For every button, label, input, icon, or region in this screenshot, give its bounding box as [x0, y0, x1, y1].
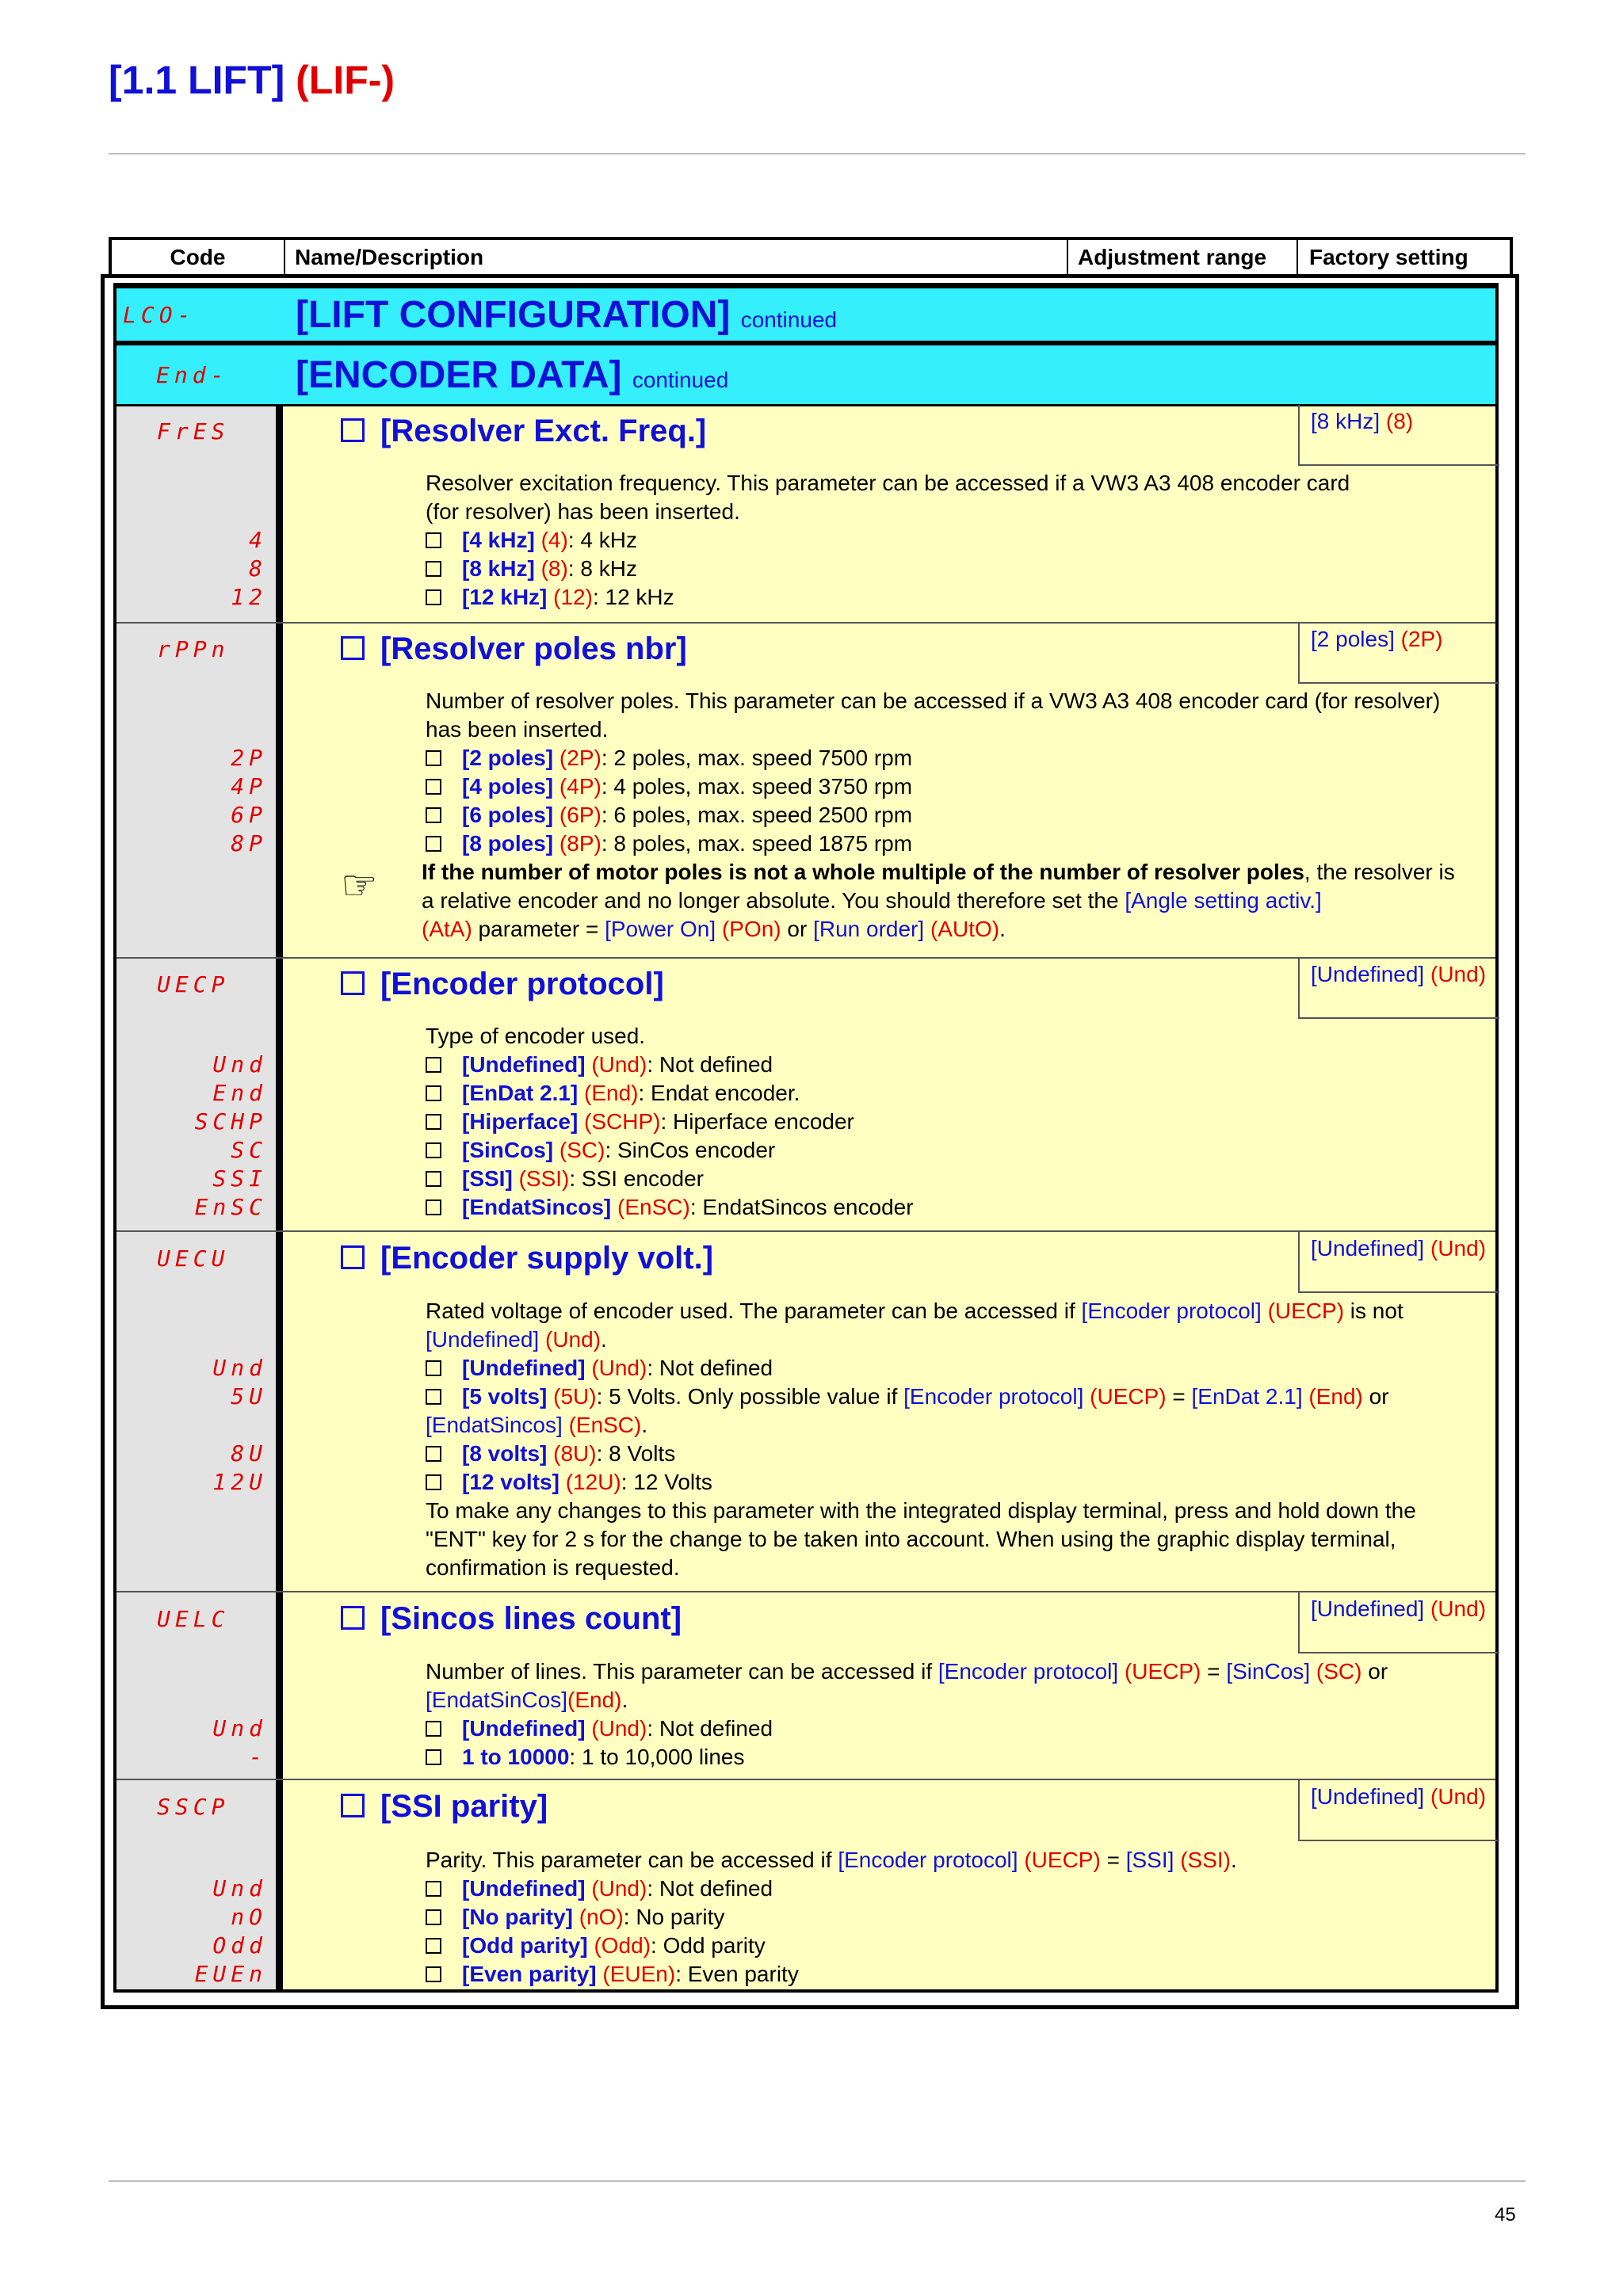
footer-rule: [109, 2180, 1526, 2182]
row-divider: [116, 1591, 1495, 1592]
checkbox-icon: [426, 750, 441, 766]
checkbox-icon: [426, 1389, 441, 1405]
checkbox-icon: [426, 1057, 441, 1073]
list-item: [Undefined] (Und): Not defined: [426, 1354, 1499, 1383]
param-title-ssi-parity: [SSI parity]: [341, 1789, 548, 1825]
section-title: [ENCODER DATA] continued: [296, 354, 729, 396]
list-item: [Undefined] (Und): Not defined: [426, 1875, 1499, 1903]
param-code: FrES: [157, 418, 230, 444]
checkbox-icon: [426, 1881, 441, 1897]
section-code: End-: [156, 361, 229, 388]
row-divider: [116, 1779, 1495, 1780]
param-description: Type of encoder used. [Undefined] (Und): Not defined [EnDat 2.1] (End): Endat encoder. [Hiperface] (SCHP): Hiperface encoder [SinCos] (SC): SinCos encoder [SSI] (SSI): SSI encoder [EndatSincos] (EnSC): EndatSincos encoder: [426, 1022, 1499, 1222]
list-item: [Odd parity] (Odd): Odd parity: [426, 1932, 1499, 1960]
checkbox-icon: [341, 636, 365, 660]
list-item: [2 poles] (2P): 2 poles, max. speed 7500 rpm: [426, 744, 1499, 772]
param-code: rPPn: [157, 636, 230, 662]
checkbox-icon: [341, 418, 365, 442]
checkbox-icon: [426, 1966, 441, 1982]
section-title: [LIFT CONFIGURATION] continued: [296, 294, 838, 336]
factory-setting: [Undefined] (Und): [1298, 1780, 1499, 1841]
checkbox-icon: [426, 836, 441, 852]
param-description: Number of lines. This parameter can be accessed if [Encoder protocol] (UECP) = [SinCos] (SC) or [EndatSinCos](End). [Undefined] (Und): Not defined 1 to 10000: 1 to 10,000 lines: [426, 1657, 1499, 1772]
checkbox-icon: [426, 1360, 441, 1376]
checkbox-icon: [426, 1749, 441, 1765]
checkbox-icon: [426, 561, 441, 577]
param-title-sincos-lines: [Sincos lines count]: [341, 1601, 682, 1637]
list-item: [12 volts] (12U): 12 Volts: [426, 1468, 1499, 1497]
list-item: [EnDat 2.1] (End): Endat encoder.: [426, 1079, 1499, 1108]
row-divider: [116, 957, 1495, 959]
col-factory-header: Factory setting: [1309, 245, 1468, 269]
row-divider: [116, 1230, 1495, 1232]
param-description: Number of resolver poles. This parameter can be accessed if a VW3 A3 408 encoder card (for resolver) has been inserted. [2 poles] (2P): 2 poles, max. speed 7500 rpm [4 poles] (4P): 4 poles, max. speed 3750 rpm [6 poles] (6P): 6 poles, max. speed 2500 rpm [8 poles] (8P): 8 poles, max. speed 1875 rpm: [426, 687, 1499, 858]
list-item: [EndatSincos] (EnSC): EndatSincos encoder: [426, 1193, 1499, 1222]
checkbox-icon: [426, 1721, 441, 1737]
param-code: SSCP: [157, 1794, 230, 1820]
list-item: [SSI] (SSI): SSI encoder: [426, 1165, 1499, 1193]
col-code-header: Code: [112, 240, 285, 275]
param-description: Rated voltage of encoder used. The parameter can be accessed if [Encoder protocol] (UECP) is not [Undefined] (Und). [Undefined] (Und): Not defined [5 volts] (5U): 5 Volts. Only possible value if [Encoder protocol] (UECP) = [EnDat 2.1] (End) or [EndatSincos] (EnSC). [8 volts] (8U): 8 Volts [12 volts] (12U): 12 Volts To make any changes to this parameter with the integrated display terminal, press and hold down the "ENT" key for 2 s for the change to be taken into account. When using the graphic display terminal, confirmation is requested.: [426, 1297, 1499, 1582]
list-item: [8 kHz] (8): 8 kHz: [426, 555, 1499, 583]
checkbox-icon: [426, 589, 441, 605]
list-item: [6 poles] (6P): 6 poles, max. speed 2500 rpm: [426, 801, 1499, 830]
section-code: LCO-: [123, 301, 196, 328]
table-column-header: [109, 237, 1513, 278]
pointing-hand-icon: ☞: [341, 863, 378, 909]
list-item: [5 volts] (5U): 5 Volts. Only possible value if [Encoder protocol] (UECP) = [EnDat 2.1] (End) or: [426, 1383, 1499, 1411]
checkbox-icon: [426, 1938, 441, 1954]
param-title-resolver-freq: [Resolver Exct. Freq.]: [341, 414, 706, 449]
param-code: UELC: [157, 1606, 230, 1632]
checkbox-icon: [341, 1606, 365, 1630]
list-item: [12 kHz] (12): 12 kHz: [426, 583, 1499, 612]
section-bar-encoder-data: [116, 343, 1495, 406]
factory-setting: [Undefined] (Und): [1298, 958, 1499, 1019]
list-item: [8 volts] (8U): 8 Volts: [426, 1440, 1499, 1468]
checkbox-icon: [426, 1085, 441, 1101]
param-title-encoder-supply: [Encoder supply volt.]: [341, 1241, 713, 1276]
list-item: [Hiperface] (SCHP): Hiperface encoder: [426, 1108, 1499, 1136]
checkbox-icon: [426, 1474, 441, 1490]
param-code: UECP: [157, 971, 230, 997]
header-rule: [109, 153, 1526, 154]
factory-setting: [2 poles] (2P): [1298, 623, 1499, 684]
param-description: Resolver excitation frequency. This parameter can be accessed if a VW3 A3 408 encoder card (for resolver) has been inserted. [4 kHz] (4): 4 kHz [8 kHz] (8): 8 kHz [12 kHz] (12): 12 kHz: [426, 469, 1499, 612]
param-note: If the number of motor poles is not a whole multiple of the number of resolver poles, the resolver is a relative encoder and no longer absolute. You should therefore set the [Angle setting activ.] (AtA) parameter = [Power On] (POn) or [Run order] (AUtO).: [422, 860, 1455, 941]
list-item: [Even parity] (EUEn): Even parity: [426, 1960, 1499, 1989]
page-title: [1.1 LIFT] (LIF-): [109, 58, 395, 102]
checkbox-icon: [426, 1446, 441, 1462]
factory-setting: [Undefined] (Und): [1298, 1592, 1499, 1653]
col-name-header: Name/Description: [285, 240, 1068, 275]
param-code: UECU: [157, 1245, 230, 1272]
page-number: 45: [1495, 2204, 1516, 2225]
factory-setting: [8 kHz] (8): [1298, 405, 1499, 466]
checkbox-icon: [426, 1142, 441, 1158]
param-description: Parity. This parameter can be accessed if [Encoder protocol] (UECP) = [SSI] (SSI). [Undefined] (Und): Not defined [No parity] (nO): No parity [Odd parity] (Odd): Odd parity [Even parity] (EUEn): Even parity: [426, 1846, 1499, 1989]
list-item: 1 to 10000: 1 to 10,000 lines: [426, 1743, 1499, 1772]
list-item: [No parity] (nO): No parity: [426, 1903, 1499, 1932]
param-title-encoder-protocol: [Encoder protocol]: [341, 967, 664, 1002]
row-divider: [116, 622, 1495, 624]
list-item: [SinCos] (SC): SinCos encoder: [426, 1136, 1499, 1165]
list-item: [4 poles] (4P): 4 poles, max. speed 3750 rpm: [426, 772, 1499, 801]
checkbox-icon: [426, 779, 441, 795]
list-item: [Undefined] (Und): Not defined: [426, 1714, 1499, 1743]
list-item: [Undefined] (Und): Not defined: [426, 1051, 1499, 1079]
checkbox-icon: [426, 807, 441, 823]
checkbox-icon: [426, 1199, 441, 1215]
checkbox-icon: [426, 532, 441, 548]
checkbox-icon: [426, 1114, 441, 1130]
checkbox-icon: [341, 1794, 365, 1817]
checkbox-icon: [341, 1245, 365, 1269]
checkbox-icon: [341, 971, 365, 995]
list-item: [8 poles] (8P): 8 poles, max. speed 1875 rpm: [426, 830, 1499, 858]
col-range-header: Adjustment range: [1068, 240, 1298, 275]
factory-setting: [Undefined] (Und): [1298, 1232, 1499, 1293]
section-bar-lift-configuration: [116, 286, 1495, 343]
list-item: [4 kHz] (4): 4 kHz: [426, 526, 1499, 555]
param-title-resolver-poles: [Resolver poles nbr]: [341, 631, 687, 667]
checkbox-icon: [426, 1909, 441, 1925]
checkbox-icon: [426, 1171, 441, 1187]
